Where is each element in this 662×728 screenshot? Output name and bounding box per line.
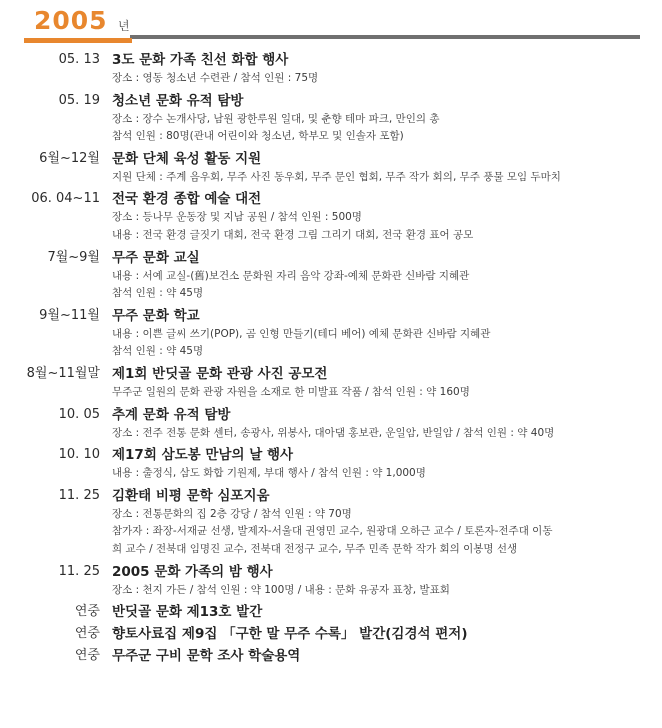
event-entry	[0, 405, 662, 443]
event-detail: 내용 : 전국 환경 글짓기 대회, 전국 환경 그림 그리기 대회, 전국 환경 표어 공모	[112, 228, 474, 241]
event-date: 7월~9월	[47, 249, 100, 265]
event-entry	[0, 149, 662, 187]
event-content	[112, 602, 662, 622]
event-detail: 참석 인원 : 80명(관내 어린이와 청소년, 학부모 및 인솔자 포함)	[112, 130, 404, 143]
event-date: 9월~11월	[39, 307, 100, 323]
event-detail: 내용 : 출정식, 삼도 화합 기원제, 부대 행사 / 참석 인원 : 약 1,000명	[112, 467, 426, 480]
event-content	[112, 248, 662, 303]
event-date: 8월~11월말	[26, 365, 100, 381]
event-title: 무주 문화 교실	[112, 249, 200, 266]
event-detail: 참가자 : 좌장-서재균 선생, 발제자-서울대 권영민 교수, 원광대 오하근 교수 / 토론자-전주대 이동	[112, 525, 553, 538]
event-date: 10. 05	[58, 406, 100, 422]
event-title: 향토사료집 제9집 「구한 말 무주 수록」 발간(김경석 편저)	[112, 626, 468, 643]
event-date: 연중	[74, 648, 100, 664]
event-entry	[0, 624, 662, 644]
event-date: 11. 25	[58, 563, 100, 579]
event-entry	[0, 189, 662, 244]
event-detail: 참석 인원 : 약 45명	[112, 345, 204, 358]
event-date: 6월~12월	[39, 150, 100, 166]
event-title: 무주군 구비 문학 조사 학술용역	[112, 648, 301, 665]
year-label: 2005	[34, 6, 108, 35]
event-title: 제1회 반딧골 문화 관광 사진 공모전	[112, 365, 328, 382]
event-date: 05. 13	[58, 52, 100, 67]
event-content	[112, 624, 662, 644]
event-entry	[0, 91, 662, 146]
event-content	[112, 562, 662, 600]
event-entry	[0, 562, 662, 600]
event-detail: 희 교수 / 전북대 임명진 교수, 전북대 전정구 교수, 무주 민족 문학 작가 회의 이봉명 선생	[112, 542, 518, 555]
event-detail: 참석 인원 : 약 45명	[112, 287, 204, 300]
event-content	[112, 364, 662, 402]
event-date: 10. 10	[58, 447, 100, 463]
event-title: 전국 환경 종합 예술 대전	[112, 191, 262, 208]
year-header	[0, 0, 662, 44]
event-detail: 무주군 일원의 문화 관광 자원을 소재로 한 미발표 작품 / 참석 인원 : 약 160명	[112, 385, 470, 398]
header-rule	[130, 35, 640, 39]
event-title: 김환태 비평 문학 심포지움	[112, 487, 270, 504]
event-entry	[0, 306, 662, 361]
event-detail: 장소 : 천지 가든 / 참석 인원 : 약 100명 / 내용 : 문화 유공자 표창, 발표회	[112, 583, 450, 596]
event-date: 05. 19	[58, 92, 100, 108]
event-entry	[0, 486, 662, 559]
event-detail: 장소 : 전주 전통 문화 센터, 송광사, 위봉사, 대아댐 홍보관, 운일암, 반일암 / 참석 인원 : 약 40명	[112, 426, 555, 439]
event-detail: 지원 단체 : 주계 음우회, 무주 사진 동우회, 무주 문인 협회, 무주 작가 회의, 무주 풍물 모임 두마치	[112, 170, 561, 183]
event-entry	[0, 248, 662, 303]
event-date: 연중	[74, 626, 100, 642]
event-detail: 내용 : 이쁜 글씨 쓰기(POP), 곰 인형 만들기(테디 베어) 예체 문화관 신바람 지혜관	[112, 327, 491, 340]
event-title: 반딧골 문화 제13호 발간	[112, 604, 263, 621]
event-entry	[0, 50, 662, 88]
event-entry	[0, 602, 662, 622]
event-detail: 장소 : 전통문화의 집 2층 강당 / 참석 인원 : 약 70명	[112, 507, 352, 520]
event-content	[112, 486, 662, 559]
event-content	[112, 405, 662, 443]
event-entry	[0, 364, 662, 402]
event-entry	[0, 646, 662, 666]
event-title: 3도 문화 가족 친선 화합 행사	[112, 52, 289, 68]
event-list	[0, 50, 662, 666]
event-content	[112, 445, 662, 483]
event-title: 2005 문화 가족의 밤 행사	[112, 563, 273, 580]
event-title: 청소년 문화 유적 탐방	[112, 92, 244, 109]
event-entry	[0, 445, 662, 483]
event-detail: 장소 : 장수 논개사당, 남원 광한루원 일대, 및 춘향 테마 파크, 만인의 총	[112, 112, 440, 125]
event-title: 무주 문화 학교	[112, 307, 200, 324]
event-content	[112, 91, 662, 146]
year-suffix: 년	[118, 19, 130, 33]
event-title: 문화 단체 육성 활동 지원	[112, 150, 262, 167]
event-content	[112, 189, 662, 244]
event-date: 06. 04~11	[31, 191, 100, 207]
header-accent-bar	[24, 38, 132, 43]
event-date: 11. 25	[58, 487, 100, 503]
event-detail: 장소 : 영동 청소년 수련관 / 참석 인원 : 75명	[112, 72, 319, 84]
event-content	[112, 149, 662, 187]
event-title: 추계 문화 유적 탐방	[112, 406, 231, 423]
event-detail: 내용 : 서예 교실-(舊)보건소 문화원 자리 음악 강좌-예체 문화관 신바람 지혜관	[112, 269, 470, 282]
event-date: 연중	[74, 604, 100, 620]
event-content	[112, 50, 662, 88]
event-title: 제17회 삼도봉 만남의 날 행사	[112, 447, 294, 464]
event-detail: 장소 : 등나무 운동장 및 지남 공원 / 참석 인원 : 500명	[112, 211, 362, 224]
event-content	[112, 306, 662, 361]
event-content	[112, 646, 662, 666]
